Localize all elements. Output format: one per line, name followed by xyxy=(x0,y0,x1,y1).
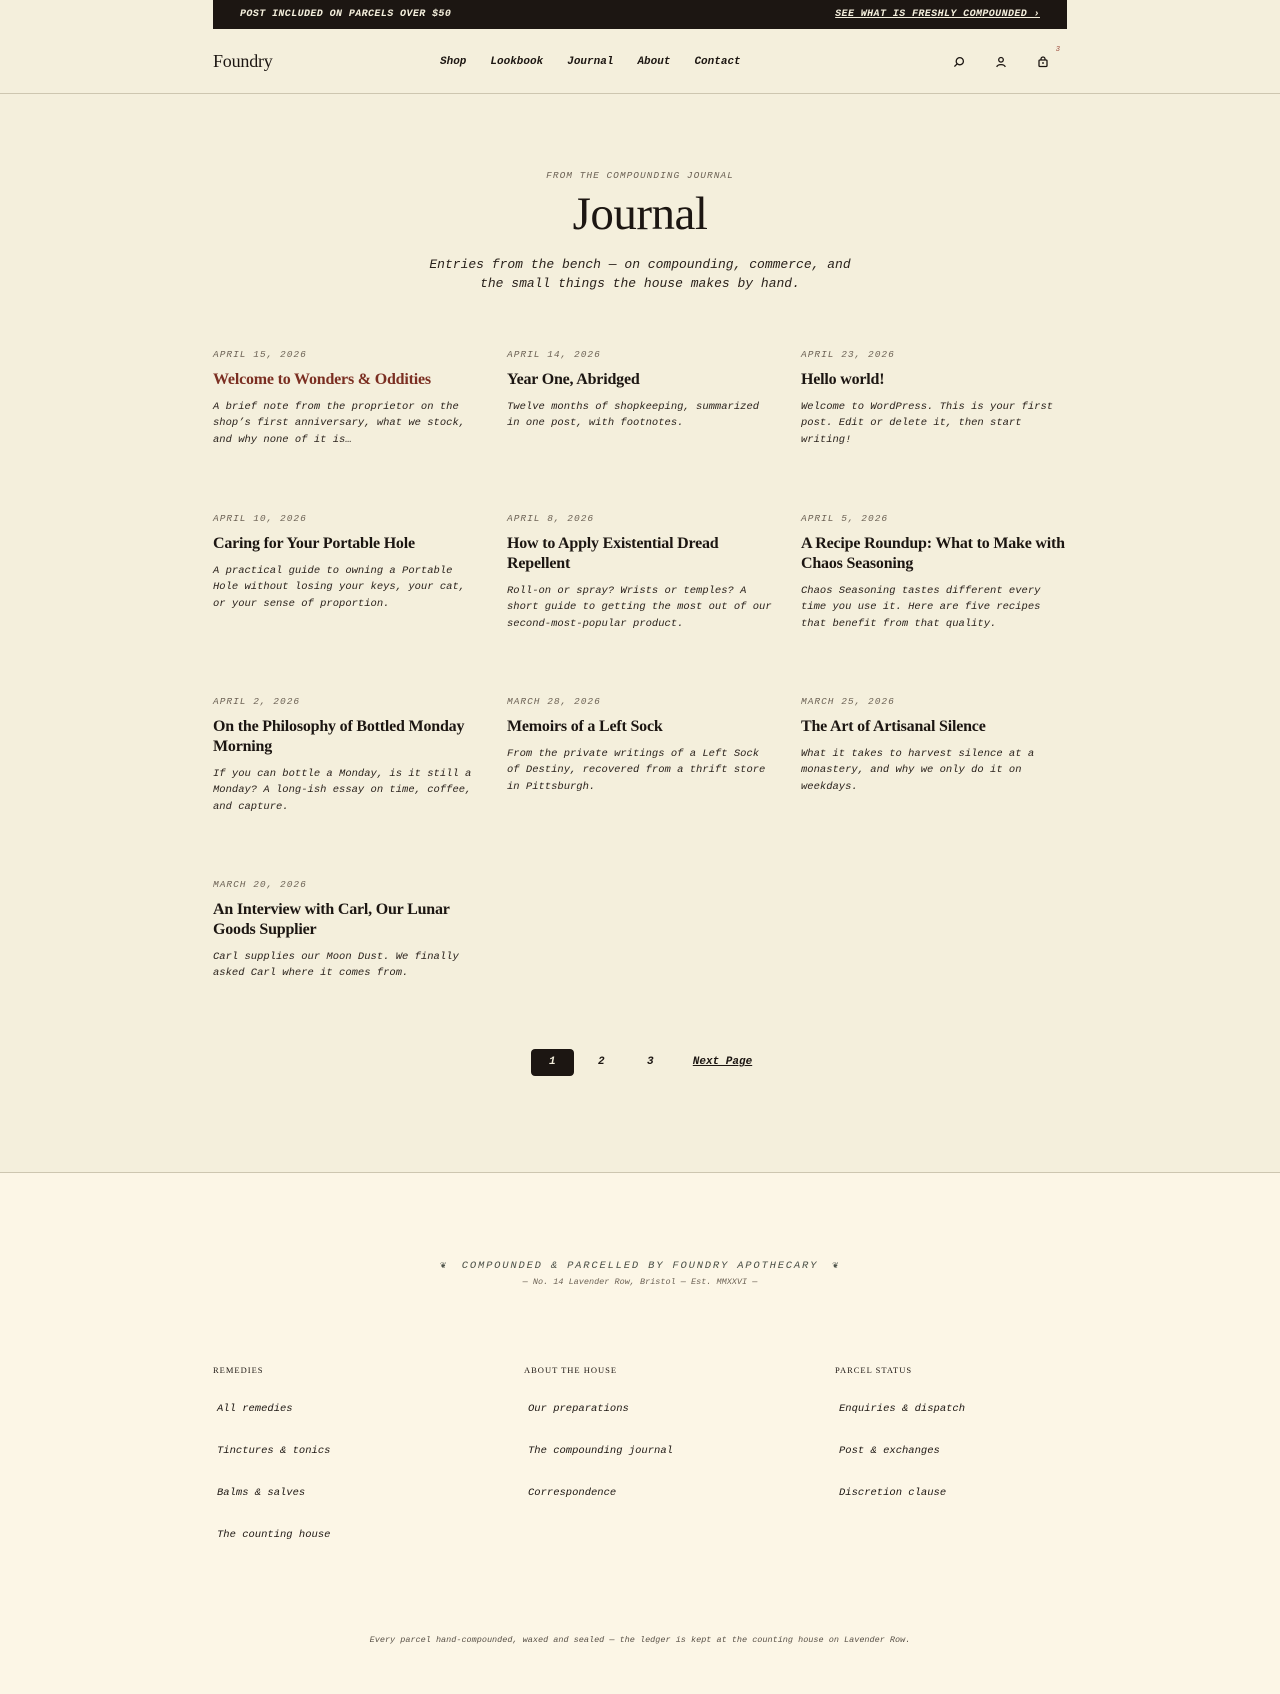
cart-icon[interactable] xyxy=(1035,45,1060,70)
post-title-link[interactable]: An Interview with Carl, Our Lunar Goods Supplier xyxy=(213,900,450,938)
site-header xyxy=(0,29,1280,94)
footer-column-remedies xyxy=(213,1365,524,1541)
footer-column-heading: PARCEL STATUS xyxy=(835,1364,913,1375)
shipping-promo: POST INCLUDED ON PARCELS OVER $50 xyxy=(240,9,452,20)
post-excerpt: Welcome to WordPress. This is your first post. Edit or delete it, then start writing! xyxy=(801,400,1054,446)
post-excerpt: A brief note from the proprietor on the shop’s first anniversary, what we stock, and why none of it is… xyxy=(213,400,466,446)
post-title-link[interactable]: Hello world! xyxy=(801,370,885,388)
post-card xyxy=(507,349,772,513)
post-date: MARCH 20, 2026 xyxy=(213,878,307,890)
colophon xyxy=(213,1255,1067,1287)
journal-hero xyxy=(0,94,1280,293)
post-card xyxy=(801,696,1066,879)
footer-link[interactable]: Our preparations xyxy=(528,1402,629,1415)
post-date: APRIL 14, 2026 xyxy=(507,348,601,360)
post-title-link[interactable]: The Art of Artisanal Silence xyxy=(801,717,986,735)
page-title: Journal xyxy=(572,188,708,240)
post-card xyxy=(507,513,772,696)
page-1-button[interactable]: 1 xyxy=(531,1049,574,1076)
post-date: APRIL 15, 2026 xyxy=(213,348,307,360)
header-actions xyxy=(951,29,1060,94)
colophon-text: COMPOUNDED & PARCELLED BY FOUNDRY APOTHECARY xyxy=(461,1259,819,1272)
footer-link[interactable]: Post & exchanges xyxy=(839,1444,940,1457)
footer-fineprint: Every parcel hand-compounded, waxed and sealed — the ledger is kept at the counting house on Lavender Row. xyxy=(369,1634,911,1645)
footer-link[interactable]: Discretion clause xyxy=(839,1486,947,1499)
next-page-link[interactable]: Next Page xyxy=(692,1056,753,1069)
nav-journal[interactable]: Journal xyxy=(567,55,614,68)
footer-link[interactable]: The counting house xyxy=(217,1528,331,1541)
post-card xyxy=(801,513,1066,696)
hero-eyebrow: FROM THE COMPOUNDING JOURNAL xyxy=(546,170,734,181)
post-card xyxy=(213,349,478,513)
page-2-button[interactable]: 2 xyxy=(597,1056,605,1069)
post-excerpt: Carl supplies our Moon Dust. We finally asked Carl where it comes from. xyxy=(213,950,459,980)
freshly-compounded-link[interactable]: SEE WHAT IS FRESHLY COMPOUNDED › xyxy=(835,9,1040,20)
post-title-link[interactable]: Year One, Abridged xyxy=(507,370,640,388)
post-card xyxy=(801,349,1066,513)
post-title-link[interactable]: Memoirs of a Left Sock xyxy=(507,717,663,735)
post-card xyxy=(213,879,478,1043)
post-excerpt: A practical guide to owning a Portable Hole without losing your keys, your cat, or your sense of proportion. xyxy=(213,564,466,610)
post-date: APRIL 5, 2026 xyxy=(801,512,889,524)
footer-link[interactable]: All remedies xyxy=(217,1402,293,1415)
footer-link[interactable]: Correspondence xyxy=(528,1486,617,1499)
post-excerpt: Roll-on or spray? Wrists or temples? A short guide to getting the most out of our second-most-popular product. xyxy=(507,584,772,630)
footer-link[interactable]: The compounding journal xyxy=(528,1444,673,1457)
post-excerpt: Chaos Seasoning tastes different every time you use it. Here are five recipes that benefit from that quality. xyxy=(801,584,1041,630)
footer-column-heading: REMEDIES xyxy=(213,1364,264,1375)
page-subtitle: Entries from the bench — on compounding, commerce, and the small things the house makes by hand. xyxy=(429,256,851,291)
footer-column-heading: ABOUT THE HOUSE xyxy=(524,1364,618,1375)
post-title-link[interactable]: How to Apply Existential Dread Repellent xyxy=(507,534,719,572)
footer-link[interactable]: Balms & salves xyxy=(217,1486,306,1499)
post-title-link[interactable]: A Recipe Roundup: What to Make with Chaos Seasoning xyxy=(801,534,1065,572)
pagination xyxy=(213,1049,1067,1076)
post-date: APRIL 8, 2026 xyxy=(507,512,595,524)
search-icon[interactable] xyxy=(951,54,967,70)
post-excerpt: Twelve months of shopkeeping, summarized in one post, with footnotes. xyxy=(507,400,760,430)
post-title-link[interactable]: Welcome to Wonders & Oddities xyxy=(213,370,431,388)
post-title-link[interactable]: On the Philosophy of Bottled Monday Morning xyxy=(213,717,465,755)
nav-about[interactable]: About xyxy=(637,55,671,68)
footer-columns xyxy=(213,1365,1067,1541)
post-title-link[interactable]: Caring for Your Portable Hole xyxy=(213,534,415,552)
footer-column-parcel-status xyxy=(835,1365,1067,1541)
site-footer xyxy=(0,1172,1280,1694)
post-date: MARCH 25, 2026 xyxy=(801,695,895,707)
nav-lookbook[interactable]: Lookbook xyxy=(490,55,544,68)
post-excerpt: If you can bottle a Monday, is it still a Monday? A long-ish essay on time, coffee, and capture. xyxy=(213,767,472,813)
site-logo[interactable]: Foundry xyxy=(213,51,273,71)
post-date: APRIL 2, 2026 xyxy=(213,695,301,707)
nav-contact[interactable]: Contact xyxy=(694,55,741,68)
post-excerpt: What it takes to harvest silence at a monastery, and why we only do it on weekdays. xyxy=(801,747,1035,793)
main-nav xyxy=(440,29,741,94)
account-icon[interactable] xyxy=(993,54,1009,70)
announcement-bar xyxy=(213,0,1067,29)
footer-column-about xyxy=(524,1365,835,1541)
colophon-address: — No. 14 Lavender Row, Bristol — Est. MMXXVI — xyxy=(522,1276,758,1287)
cart-count-badge: 3 xyxy=(1055,45,1060,54)
post-grid xyxy=(213,349,1067,1043)
post-card xyxy=(507,696,772,879)
fleuron-icon: ❦ xyxy=(832,1260,841,1272)
post-excerpt: From the private writings of a Left Sock of Destiny, recovered from a thrift store in Pittsburgh. xyxy=(507,747,766,793)
page-3-button[interactable]: 3 xyxy=(646,1056,654,1069)
footer-link[interactable]: Tinctures & tonics xyxy=(217,1444,331,1457)
fleuron-icon: ❦ xyxy=(439,1260,448,1272)
post-date: MARCH 28, 2026 xyxy=(507,695,601,707)
post-date: APRIL 23, 2026 xyxy=(801,348,895,360)
footer-link[interactable]: Enquiries & dispatch xyxy=(839,1402,966,1415)
nav-shop[interactable]: Shop xyxy=(440,55,467,68)
post-date: APRIL 10, 2026 xyxy=(213,512,307,524)
post-card xyxy=(213,513,478,696)
post-card xyxy=(213,696,478,879)
